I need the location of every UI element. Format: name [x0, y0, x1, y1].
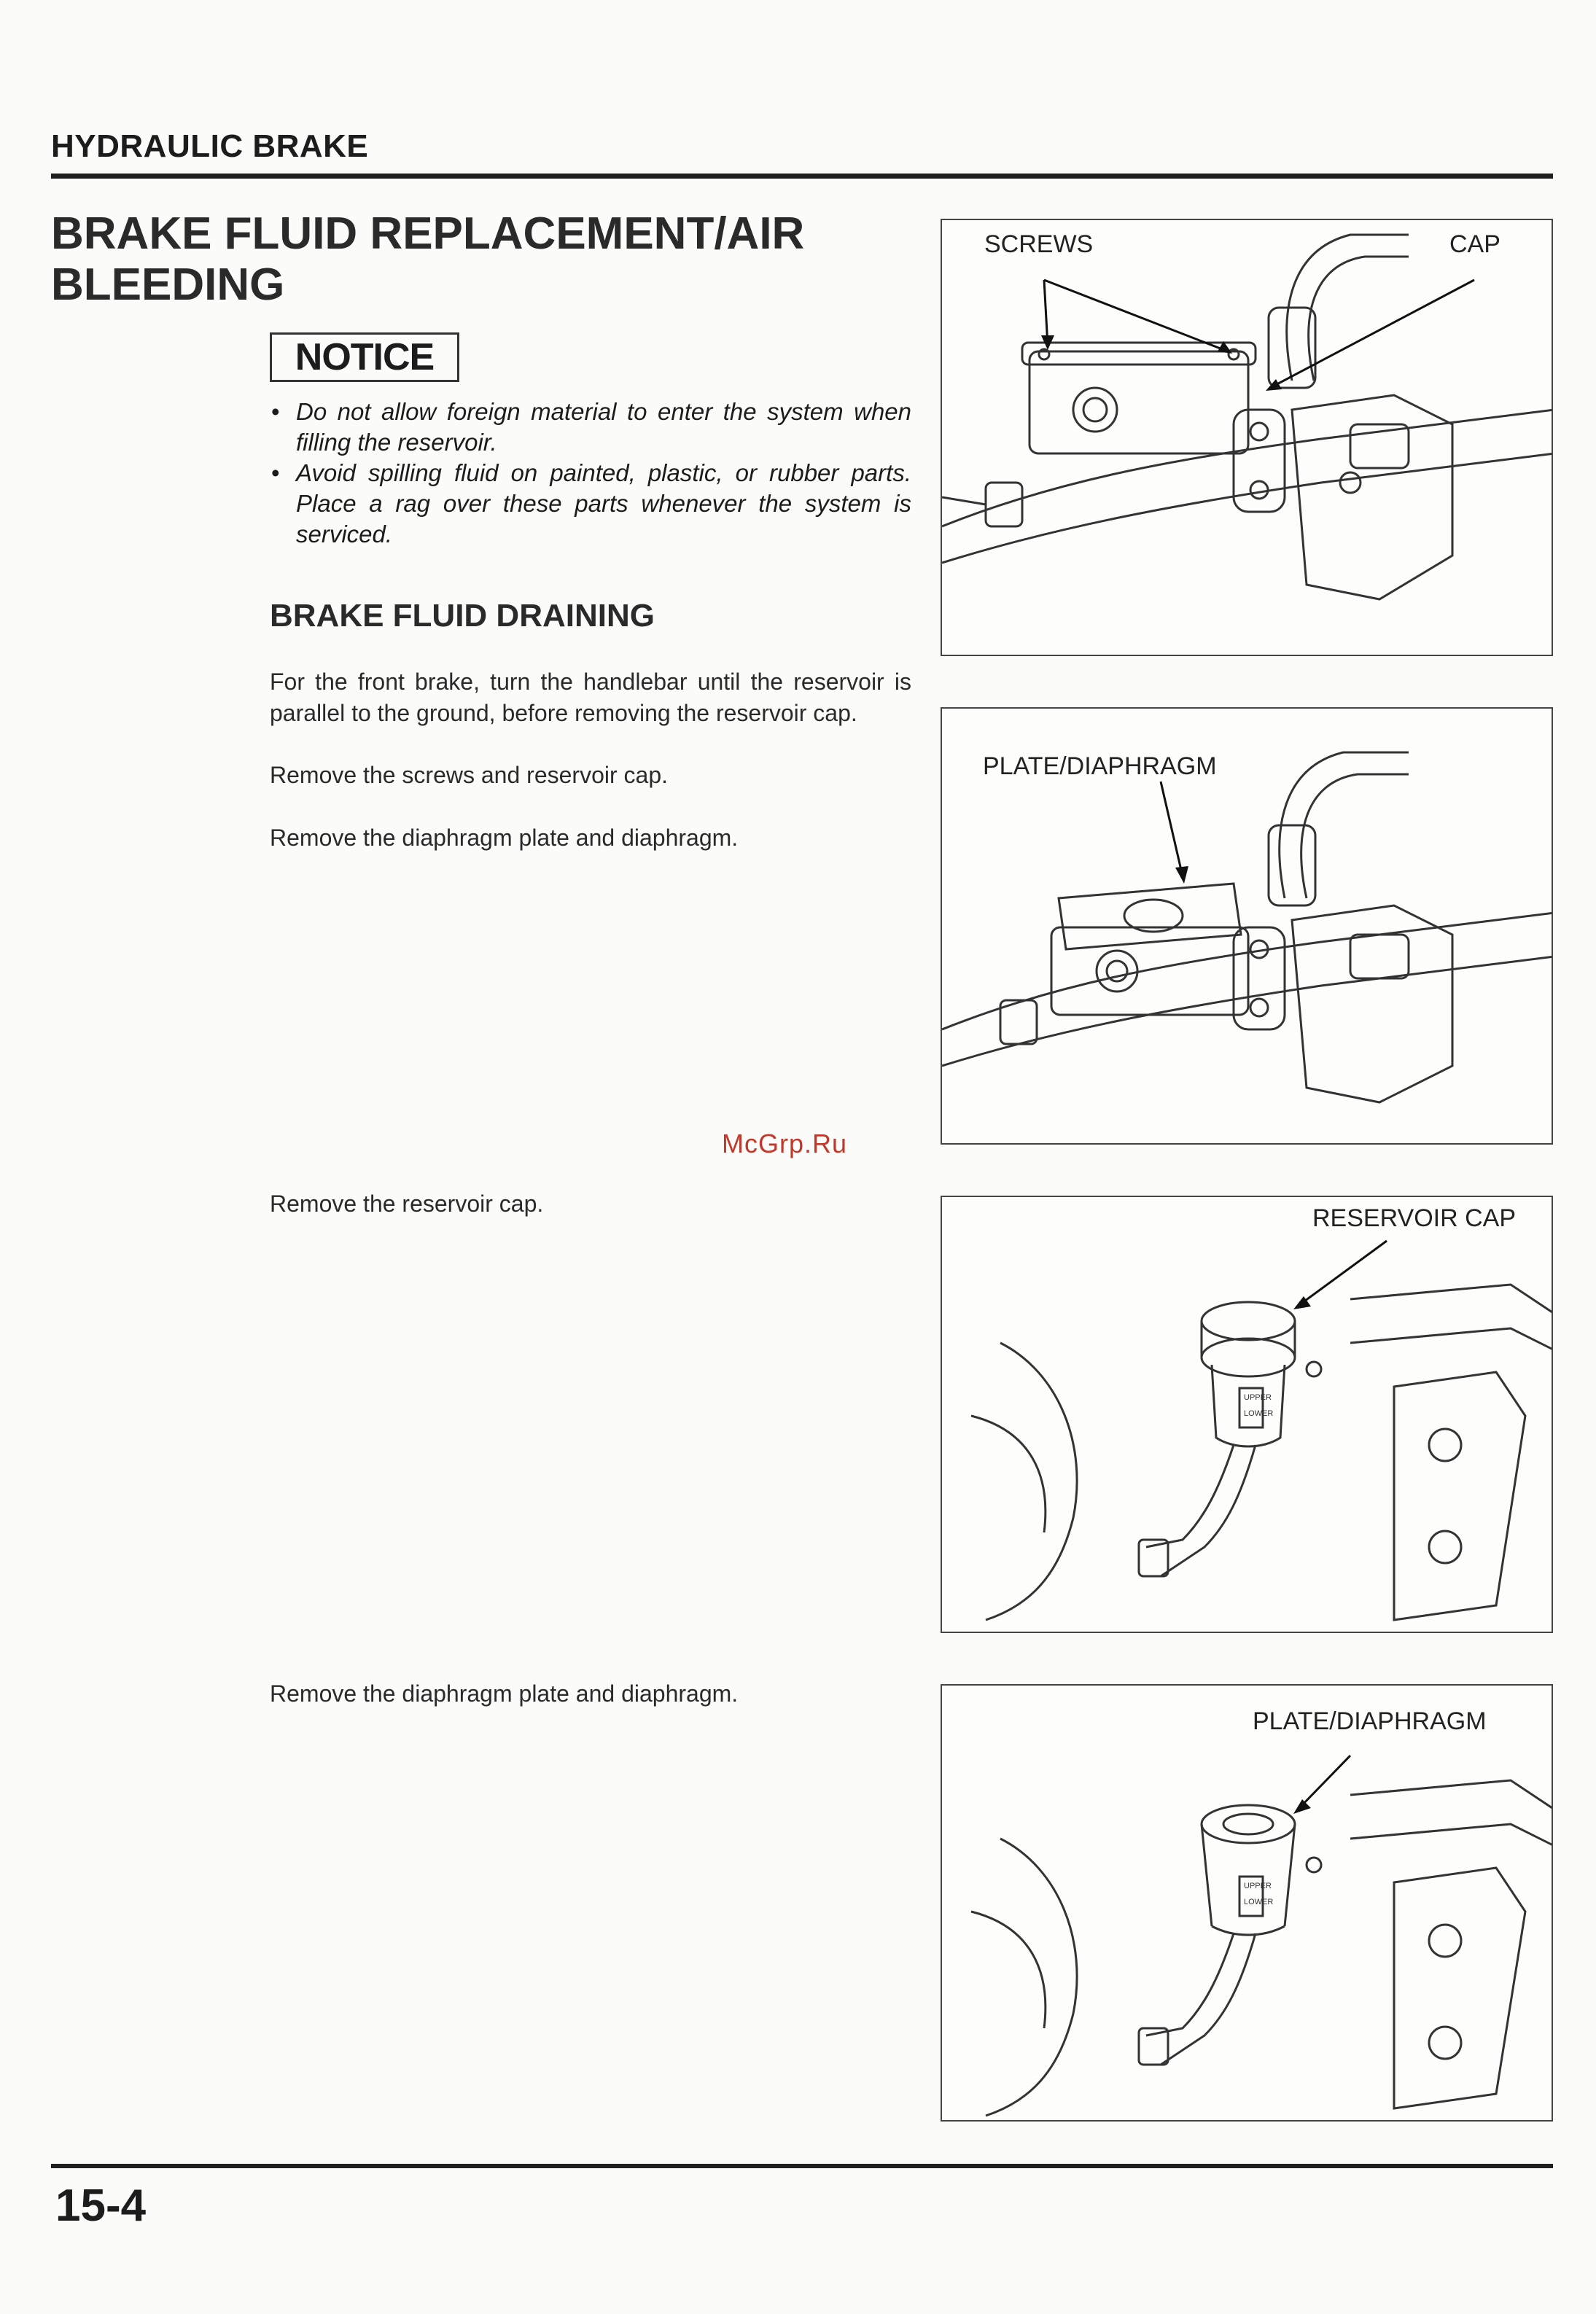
instruction-remove-reservoir-cap: Remove the reservoir cap. [270, 1191, 544, 1217]
subsection-heading: BRAKE FLUID DRAINING [270, 598, 655, 634]
instruction-remove-diaphragm: Remove the diaphragm plate and diaphragm. [270, 825, 739, 851]
header-rule [51, 174, 1553, 179]
level-mark-lower: LOWER [1244, 1898, 1274, 1906]
label-screws: SCREWS [984, 230, 1094, 258]
watermark: McGrp.Ru [722, 1129, 848, 1158]
notice-item: • Do not allow foreign material to enter the system when filling the reservoir. [270, 397, 911, 458]
figure-rear-reservoir-cap [941, 1196, 1553, 1633]
figure-front-plate-diaphragm [941, 707, 1553, 1145]
page-title: BRAKE FLUID REPLACEMENT/AIR BLEEDING [51, 209, 805, 310]
notice-label: NOTICE [270, 332, 459, 382]
section-header: HYDRAULIC BRAKE [51, 128, 369, 164]
level-mark-upper: UPPER [1244, 1882, 1272, 1890]
label-cap: CAP [1449, 230, 1500, 258]
label-plate-diaphragm: PLATE/DIAPHRAGM [1253, 1707, 1487, 1735]
instruction-remove-rear-diaphragm: Remove the diaphragm plate and diaphragm. [270, 1680, 739, 1707]
level-mark-upper: UPPER [1244, 1393, 1272, 1402]
rear-diaphragm-illustration [942, 1686, 1553, 2122]
footer-rule [51, 2164, 1553, 2168]
instruction-remove-screws: Remove the screws and reservoir cap. [270, 762, 668, 788]
label-plate-diaphragm: PLATE/DIAPHRAGM [983, 752, 1217, 780]
notice-item: • Avoid spilling fluid on painted, plastic, or rubber parts. Place a rag over these parts whenever the system is serviced. [270, 458, 911, 550]
notice-list [270, 397, 911, 550]
figure-front-reservoir [941, 219, 1553, 656]
instruction-front-brake: For the front brake, turn the handlebar until the reservoir is parallel to the ground, before removing the reservoir cap. [270, 669, 911, 726]
figure-rear-plate-diaphragm [941, 1684, 1553, 2122]
level-mark-lower: LOWER [1244, 1409, 1274, 1418]
front-reservoir-illustration [942, 220, 1553, 656]
rear-reservoir-illustration [942, 1197, 1553, 1633]
label-reservoir-cap: RESERVOIR CAP [1312, 1204, 1517, 1232]
page-number: 15-4 [55, 2181, 147, 2231]
